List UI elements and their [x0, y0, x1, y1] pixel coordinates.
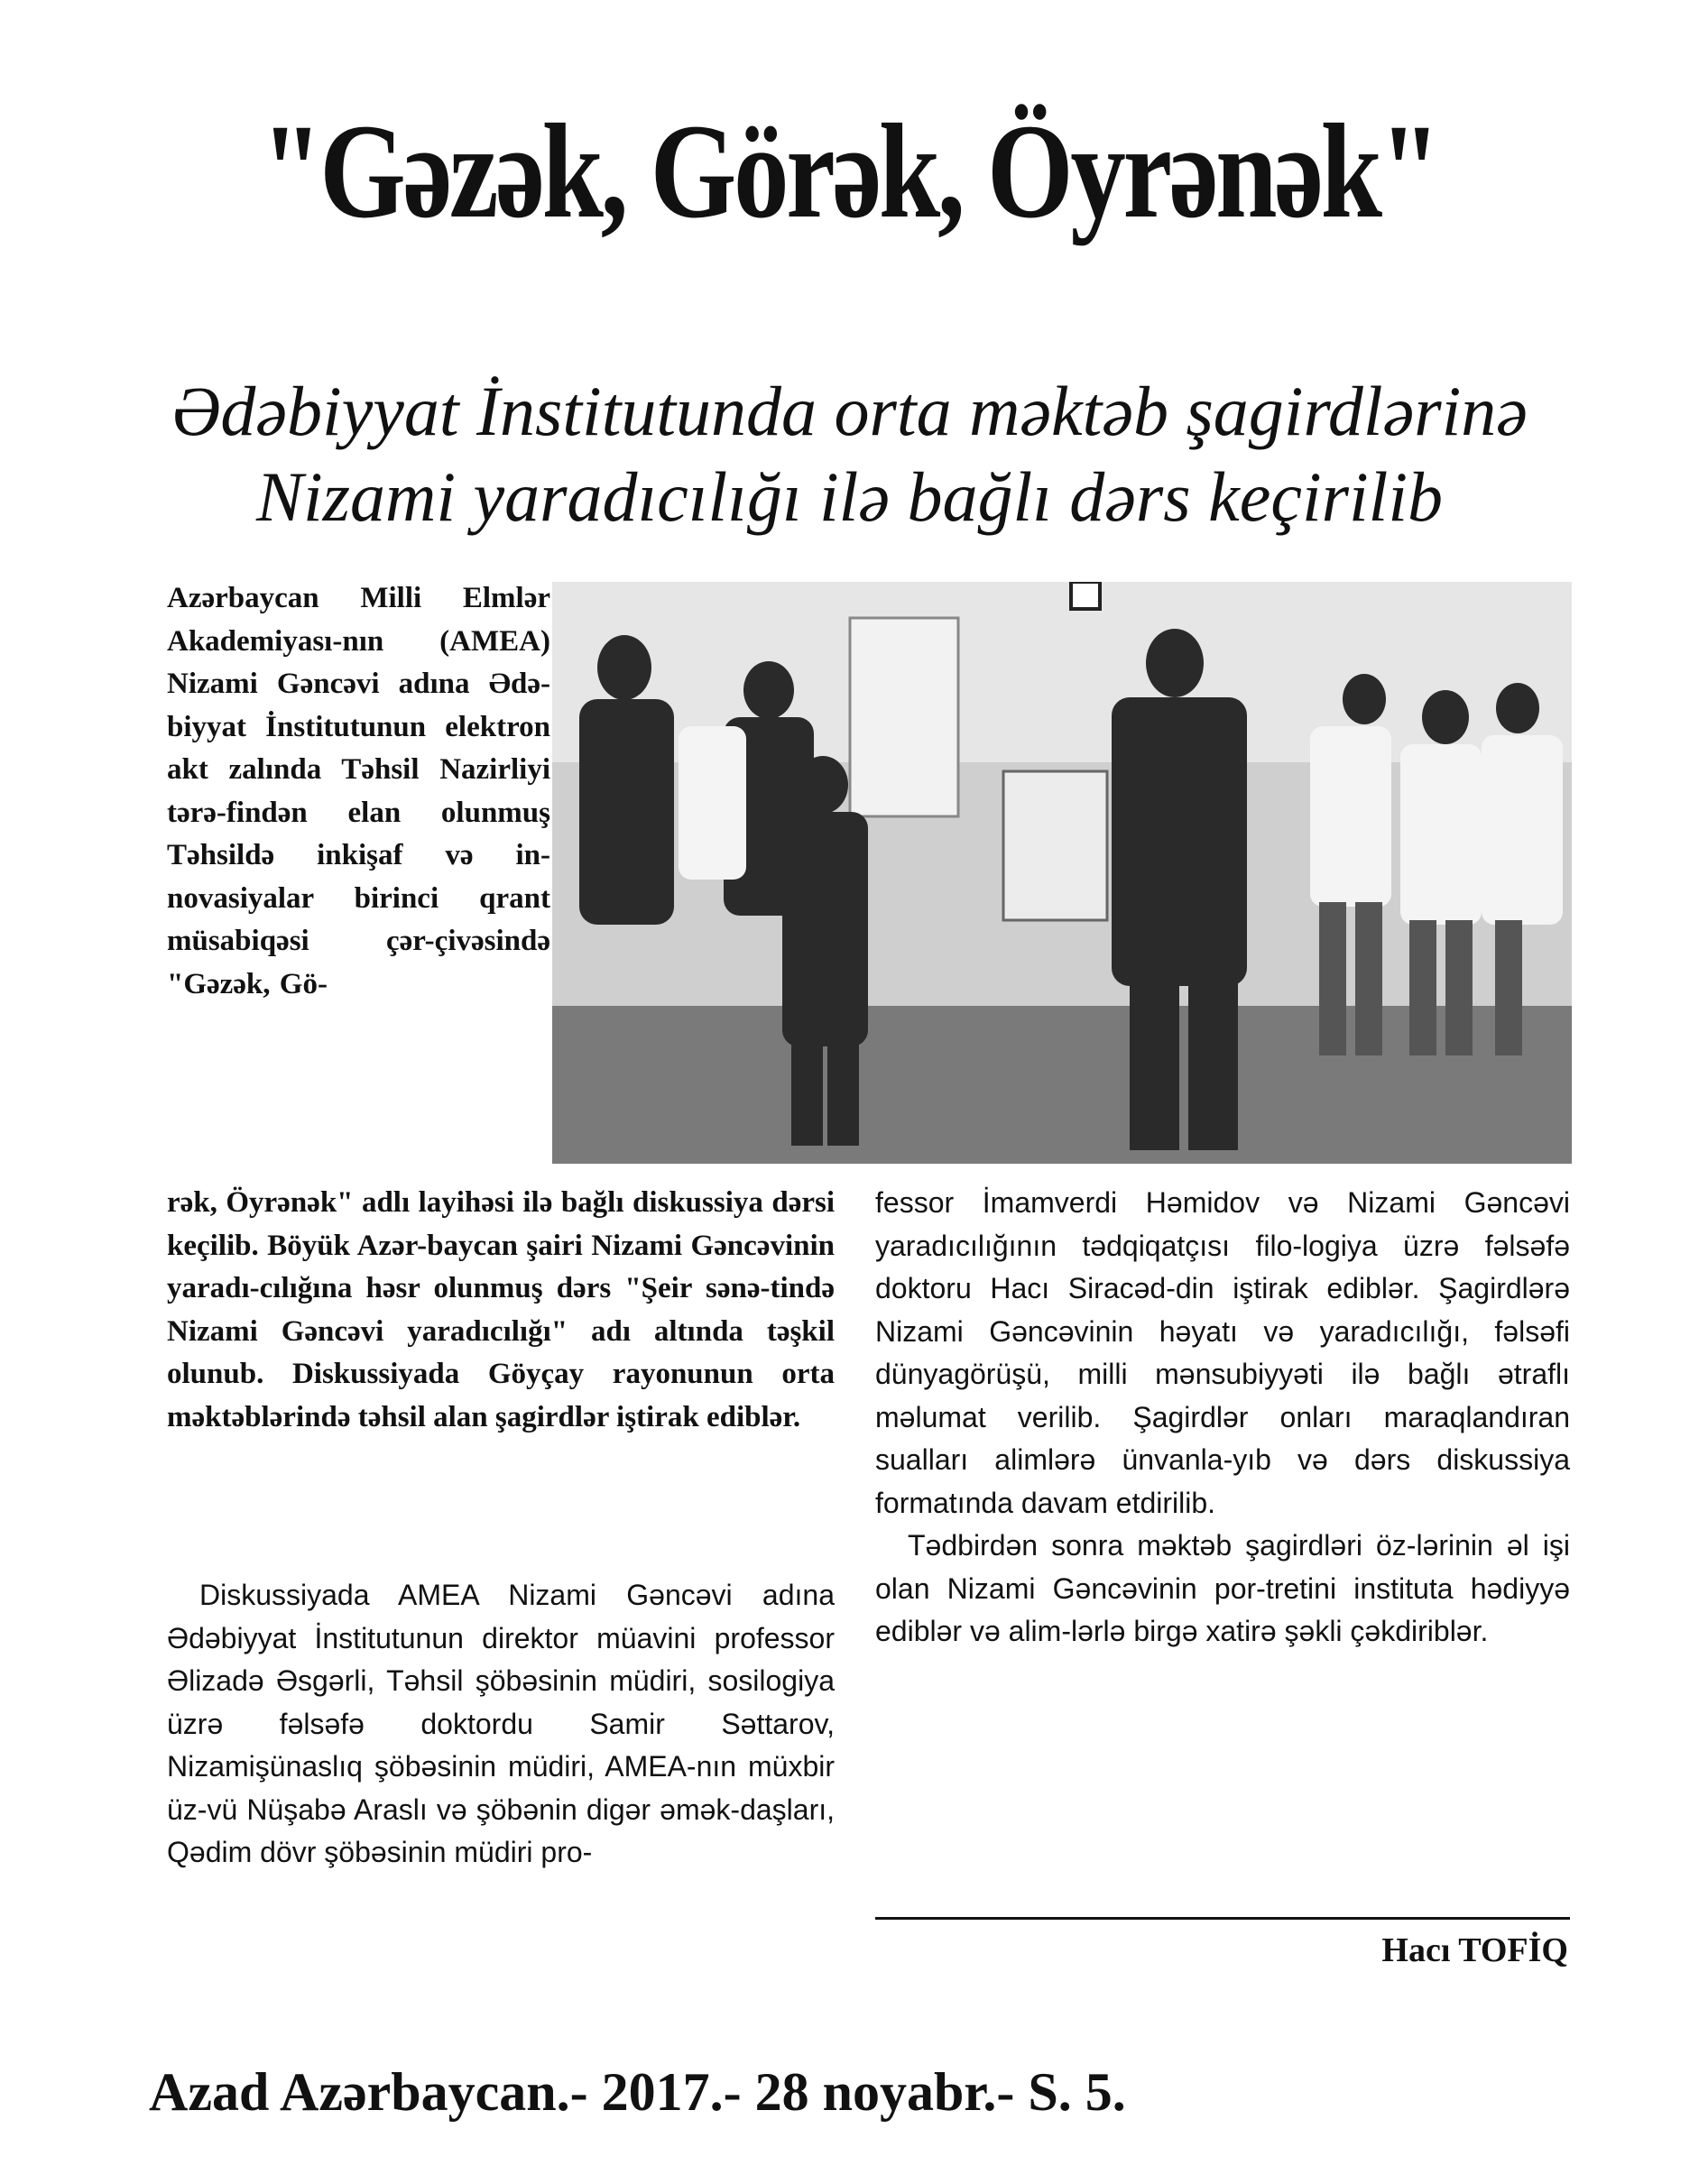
- subtitle-line-2: Nizami yaradıcılığı ilə bağlı dərs keçirilib: [255, 457, 1444, 536]
- paragraph-2-left: Diskussiyada AMEA Nizami Gəncəvi adına Ədəbiyyat İnstitutunun direktor müavini professor Əlizadə Əsgərli, Təhsil şöbəsinin müdiri, sosilogiya üzrə fəlsəfə doktordu Samir Səttarov, Nizamişünaslıq şöbəsinin müdiri, AMEA-nın müxbir üz-vü Nüşabə Araslı və şöbənin digər əmək-daşları, Qədim dövr şöbəsinin müdiri pro-: [167, 1579, 835, 1868]
- lead-paragraph-narrow: Azərbaycan Milli Elmlər Akademiyası-nın (AMEA) Nizami Gəncəvi adına Ədə-biyyat İnstitutunun elektron akt zalında Təhsil Nazirliyi tərə-findən elan olunmuş Təhsildə inkişaf və in-novasiyalar birinci qrant müsabiqəsi çər-çivəsində "Gəzək, Gö-: [167, 582, 550, 1000]
- subtitle-line-1: Ədəbiyyat İnstitutunda orta məktəb şagirdlərinə: [171, 372, 1528, 450]
- lead-paragraph-wide: rək, Öyrənək" adlı layihəsi ilə bağlı diskussiya dərsi keçilib. Böyük Azər-baycan şairi Nizami Gəncəvinin yaradı-cılığına həsr olunmuş dərs "Şeir sənə-tində Nizami Gəncəvi yaradıcılığı" adı altında təşkil olunub. Diskussiyada Göyçay rayonunun orta məktəblərində təhsil alan şagirdlər iştirak ediblər.: [167, 1186, 835, 1433]
- byline: Hacı TOFİQ: [1381, 1931, 1568, 1969]
- headline: "Gəzək, Görək, Öyrənək": [261, 97, 1438, 246]
- body-column-left: [167, 1574, 835, 1875]
- group-photo-illustration: [552, 582, 1572, 1164]
- byline-divider: [875, 1917, 1570, 1920]
- paragraph-3-right: Tədbirdən sonra məktəb şagirdləri öz-lərinin əl işi olan Nizami Gəncəvinin por-tretini instituta hədiyyə ediblər və alim-lərlə birgə xatirə şəkli çəkdiriblər.: [875, 1529, 1570, 1647]
- source-citation: Azad Azərbaycan.- 2017.- 28 noyabr.- S. 5.: [149, 2062, 1126, 2122]
- paragraph-2-right: fessor İmamverdi Həmidov və Nizami Gəncəvi yaradıcılığının tədqiqatçısı filo-logiya üzrə fəlsəfə doktoru Hacı Siracəd-din iştirak ediblər. Şagirdlərə Nizami Gəncəvinin həyatı və yaradıcılığı, fəlsəfi dünyagörüşü, milli mənsubiyyəti ilə bağlı ətraflı məlumat verilib. Şagirdlər onları maraqlandıran sualları alimlərə ünvanla-yıb və dərs diskussiya formatında davam etdirilib.: [875, 1186, 1570, 1519]
- article-photo: [552, 582, 1572, 1164]
- body-column-right: [875, 1182, 1570, 1654]
